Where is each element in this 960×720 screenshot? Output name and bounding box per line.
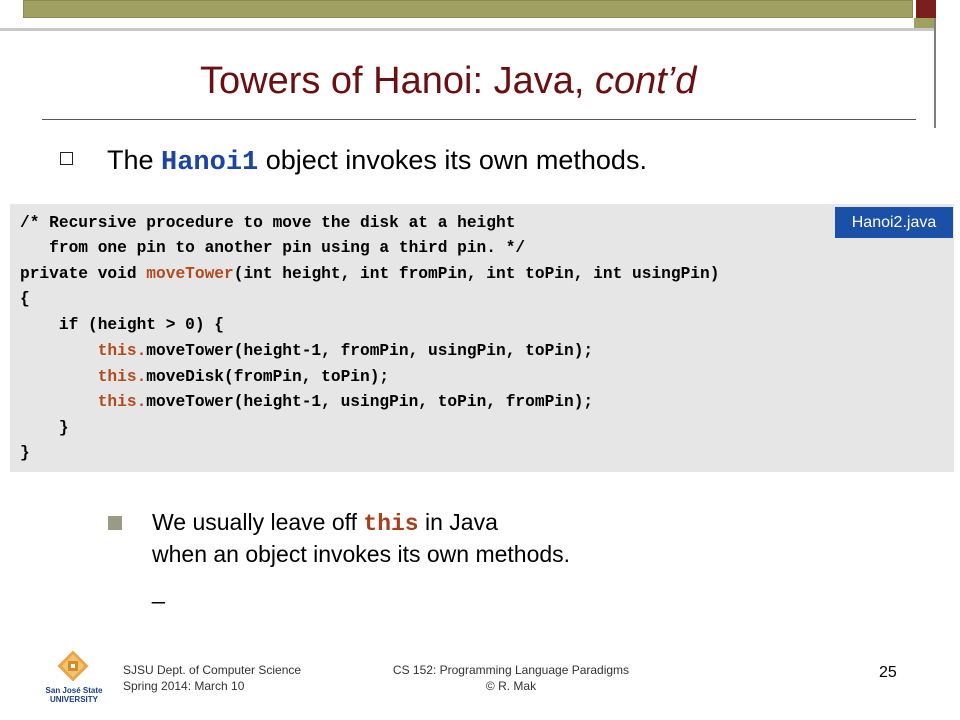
header-decor-square (916, 0, 936, 18)
code-line: } (20, 444, 30, 462)
slide-title (200, 60, 696, 103)
bullet-suffix: object invokes its own methods. (258, 145, 647, 175)
page-number: 25 (879, 664, 897, 681)
file-name-tag: Hanoi2.java (835, 207, 953, 238)
footer-left (123, 662, 301, 694)
footer-course: CS 152: Programming Language Paradigms (392, 663, 630, 677)
code-line: this.moveTower(height-1, fromPin, usingPin, toPin); (97, 342, 594, 360)
sub-bullet-line-1: We usually leave off this in Java (152, 509, 498, 537)
bullet-prefix: The (107, 145, 162, 175)
sub-bullet-line-2: when an object invokes its own methods. (152, 541, 571, 567)
code-line: from one pin to another pin using a third pin. */ (20, 239, 526, 257)
sub-bullet-icon (108, 516, 122, 530)
header-decor-strip (0, 28, 935, 31)
code-line: } (20, 419, 69, 437)
code-line: { (20, 290, 30, 308)
code-line: private void moveTower(int height, int fromPin, int toPin, int usingPin) (20, 265, 720, 283)
logo-text: San José State UNIVERSITY (45, 686, 103, 704)
title-divider (42, 119, 916, 120)
code-line: this.moveTower(height-1, usingPin, toPin, fromPin); (97, 393, 594, 411)
slide-title-italic: cont’d (594, 60, 697, 102)
header-decor-bar (23, 0, 913, 18)
header-decor-line (934, 18, 936, 128)
code-line: if (height > 0) { (20, 316, 224, 334)
footer-date: Spring 2014: March 10 (123, 679, 245, 693)
text-cursor-mark: _ (152, 578, 165, 604)
slide-title-main: Towers of Hanoi: Java, (200, 60, 595, 102)
footer-department: SJSU Dept. of Computer Science (123, 663, 302, 677)
this-keyword: this (363, 511, 419, 537)
main-bullet (60, 145, 647, 178)
code-line: /* Recursive procedure to move the disk at a height (20, 214, 516, 232)
footer-center (376, 662, 646, 694)
code-line: this.moveDisk(fromPin, toPin); (97, 368, 390, 386)
square-bullet-icon (60, 152, 73, 165)
footer-author: © R. Mak (485, 679, 537, 693)
bullet-code: Hanoi1 (161, 148, 259, 178)
